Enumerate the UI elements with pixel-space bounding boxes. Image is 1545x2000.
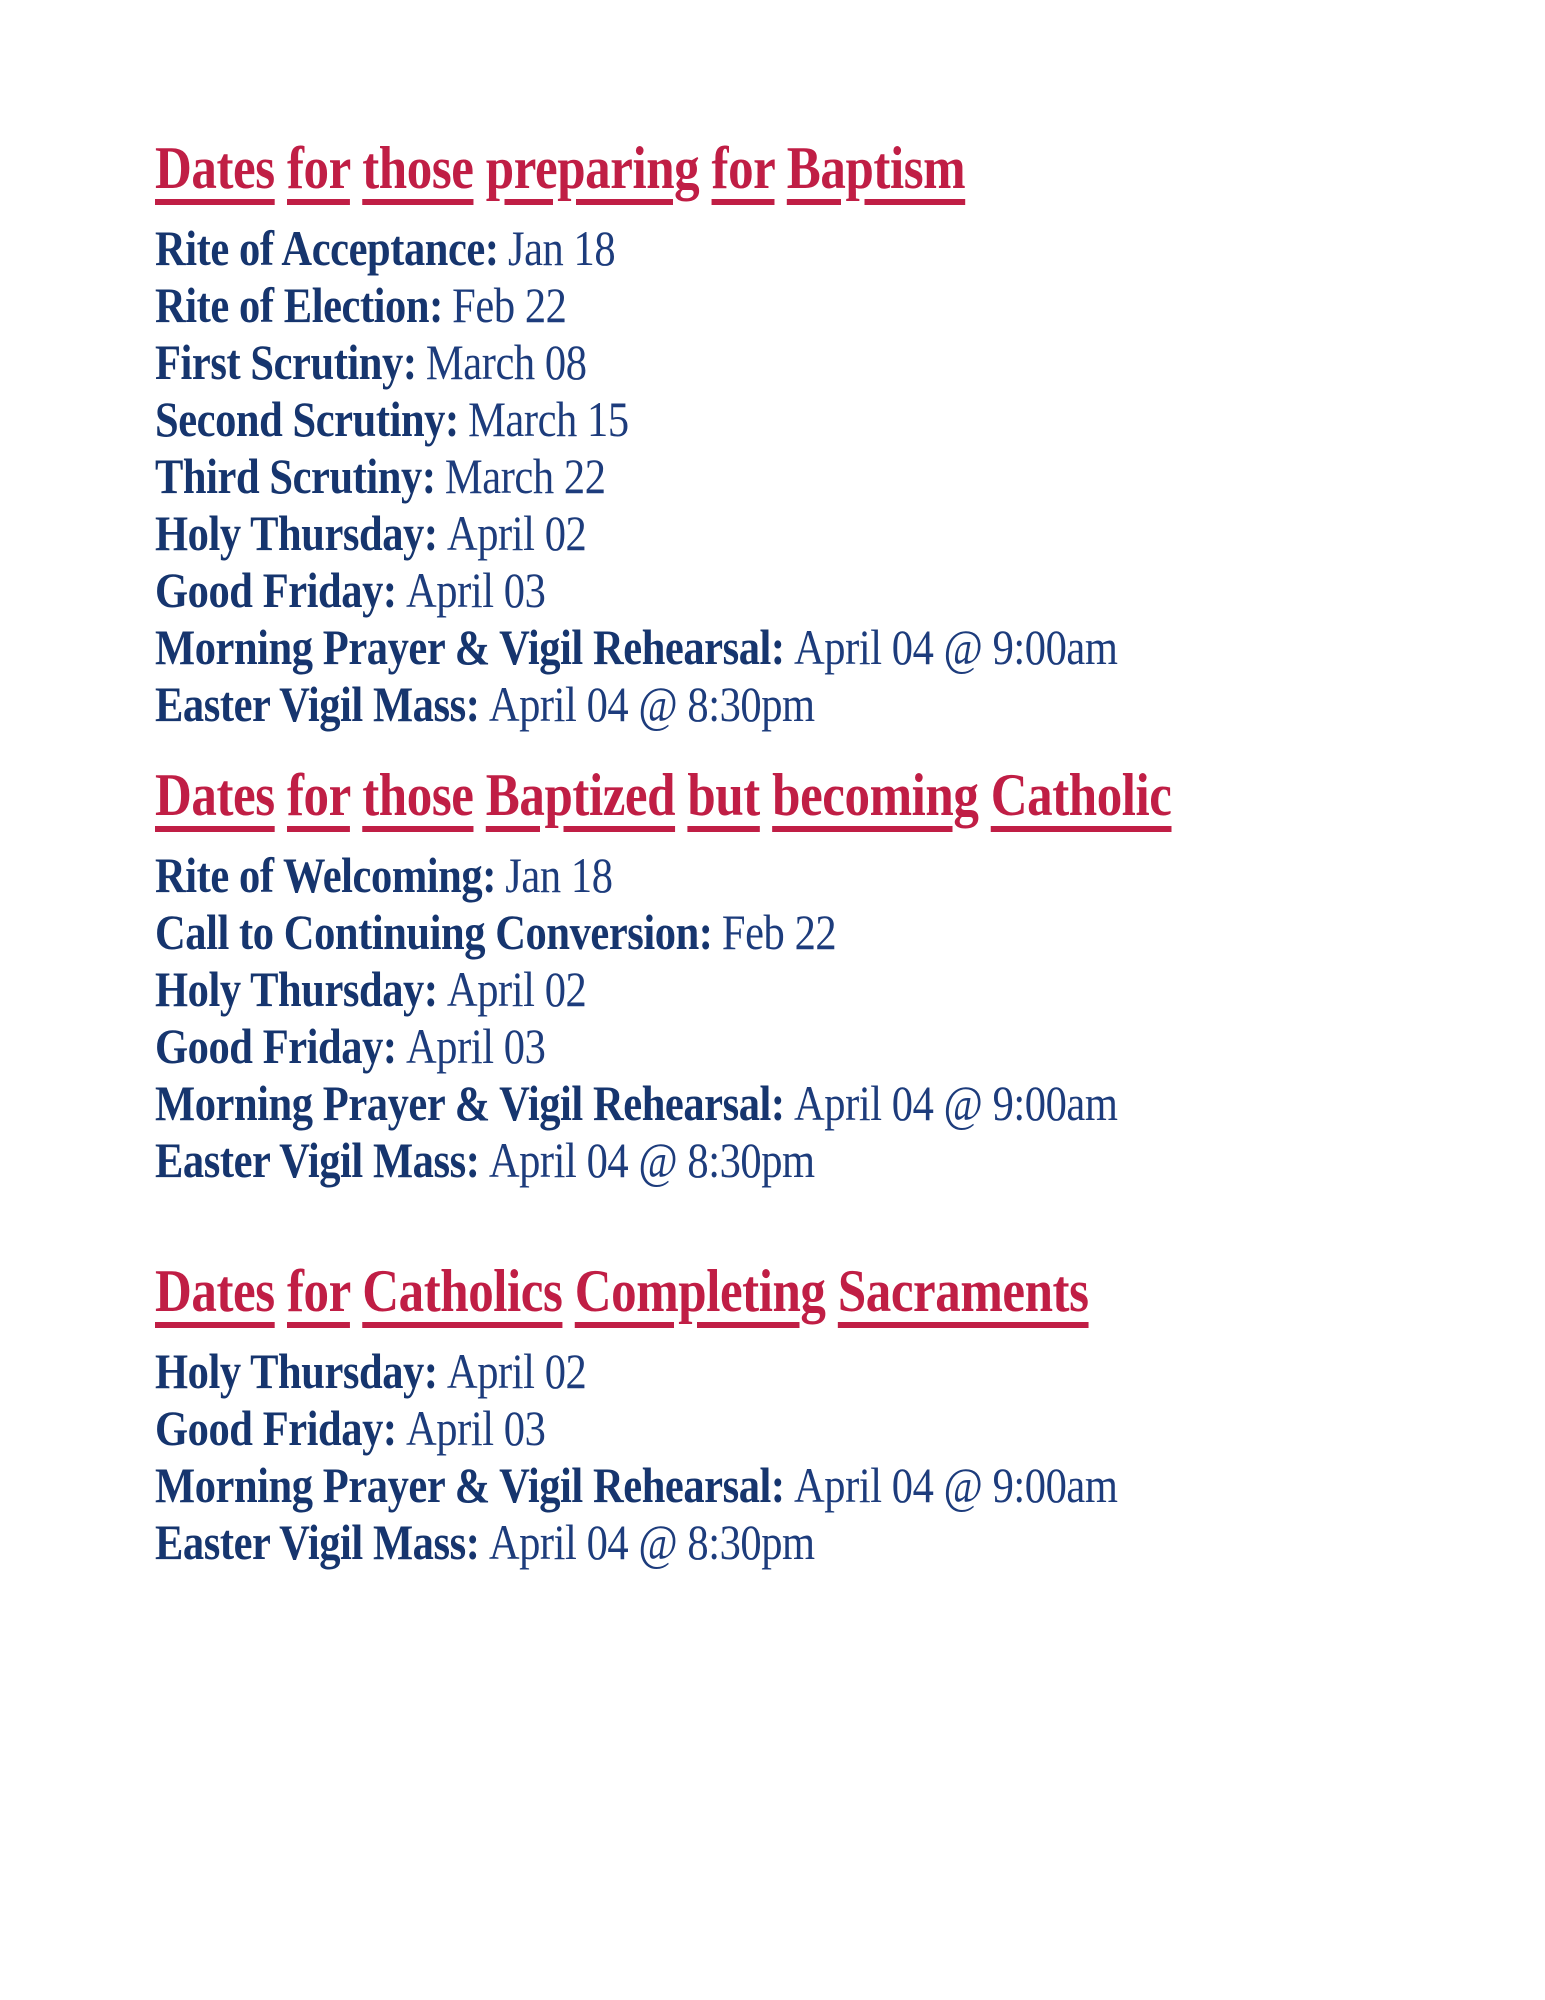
event-label: Morning Prayer & Vigil Rehearsal: (155, 619, 785, 675)
schedule-section (155, 128, 1485, 733)
schedule-item (155, 961, 1286, 1018)
schedule-item (155, 1075, 1286, 1132)
schedule-item (155, 1132, 1286, 1189)
heading-word: Sacraments (837, 1258, 1089, 1324)
schedule-item (155, 448, 1286, 505)
event-date: April 04 @ 8:30pm (488, 1132, 815, 1188)
event-date: April 04 @ 9:00am (794, 1457, 1118, 1513)
event-label: Good Friday: (155, 1018, 397, 1074)
document-content (155, 128, 1485, 1571)
heading-word: those (362, 135, 474, 201)
event-label: Rite of Welcoming: (155, 847, 496, 903)
event-label: Holy Thursday: (155, 505, 438, 561)
schedule-item (155, 904, 1286, 961)
heading-word: becoming (772, 762, 979, 828)
event-label: Holy Thursday: (155, 1343, 438, 1399)
event-label: Easter Vigil Mass: (155, 1514, 480, 1570)
schedule-item (155, 1343, 1286, 1400)
schedule-item (155, 391, 1286, 448)
heading-word: Baptism (786, 135, 966, 201)
event-date: March 22 (444, 448, 606, 504)
event-date: April 02 (446, 505, 587, 561)
heading-word: Dates (155, 762, 275, 828)
schedule-item (155, 847, 1286, 904)
event-label: Easter Vigil Mass: (155, 676, 480, 732)
event-label: Third Scrutiny: (155, 448, 436, 504)
section-heading (155, 755, 1286, 835)
event-label: Morning Prayer & Vigil Rehearsal: (155, 1457, 785, 1513)
event-date: April 03 (406, 1018, 546, 1074)
event-label: Rite of Election: (155, 277, 443, 333)
schedule-item (155, 562, 1286, 619)
heading-word: for (287, 1258, 350, 1324)
event-date: March 15 (468, 391, 629, 447)
schedule-item (155, 619, 1286, 676)
schedule-item (155, 1514, 1286, 1571)
event-label: Good Friday: (155, 1400, 397, 1456)
event-label: Morning Prayer & Vigil Rehearsal: (155, 1075, 785, 1131)
event-date: Feb 22 (452, 277, 567, 333)
schedule-section (155, 755, 1485, 1189)
event-label: Call to Continuing Conversion: (155, 904, 713, 960)
section-item-list (155, 1343, 1485, 1571)
event-date: Jan 18 (505, 847, 613, 903)
heading-word: Baptized (485, 762, 676, 828)
heading-word: Dates (155, 135, 275, 201)
event-label: Good Friday: (155, 562, 397, 618)
schedule-item (155, 1018, 1286, 1075)
event-date: April 04 @ 9:00am (794, 619, 1118, 675)
heading-word: Catholics (362, 1258, 563, 1324)
heading-word: preparing (485, 135, 700, 201)
event-date: April 02 (446, 961, 587, 1017)
heading-word: Completing (574, 1258, 826, 1324)
heading-word: but (687, 762, 760, 828)
event-date: April 04 @ 9:00am (794, 1075, 1118, 1131)
heading-word: Dates (155, 1258, 275, 1324)
event-date: March 08 (425, 334, 587, 390)
heading-word: for (711, 135, 775, 201)
section-item-list (155, 220, 1485, 733)
event-label: Easter Vigil Mass: (155, 1132, 480, 1188)
event-date: Feb 22 (721, 904, 837, 960)
section-heading (155, 128, 1286, 208)
heading-word: those (362, 762, 474, 828)
event-date: Jan 18 (507, 220, 616, 276)
event-label: Holy Thursday: (155, 961, 438, 1017)
schedule-item (155, 334, 1286, 391)
event-label: Rite of Acceptance: (155, 220, 499, 276)
event-date: April 03 (406, 562, 546, 618)
event-date: April 04 @ 8:30pm (488, 676, 815, 732)
section-heading (155, 1251, 1286, 1331)
event-date: April 04 @ 8:30pm (488, 1514, 815, 1570)
schedule-item (155, 277, 1286, 334)
event-label: First Scrutiny: (155, 334, 417, 390)
schedule-section (155, 1251, 1485, 1571)
event-label: Second Scrutiny: (155, 391, 459, 447)
heading-word: Catholic (990, 762, 1172, 828)
schedule-item (155, 220, 1286, 277)
event-date: April 03 (406, 1400, 546, 1456)
schedule-item (155, 505, 1286, 562)
heading-word: for (287, 135, 350, 201)
heading-word: for (287, 762, 350, 828)
section-item-list (155, 847, 1485, 1189)
schedule-item (155, 1457, 1286, 1514)
schedule-item (155, 1400, 1286, 1457)
event-date: April 02 (446, 1343, 587, 1399)
schedule-item (155, 676, 1286, 733)
